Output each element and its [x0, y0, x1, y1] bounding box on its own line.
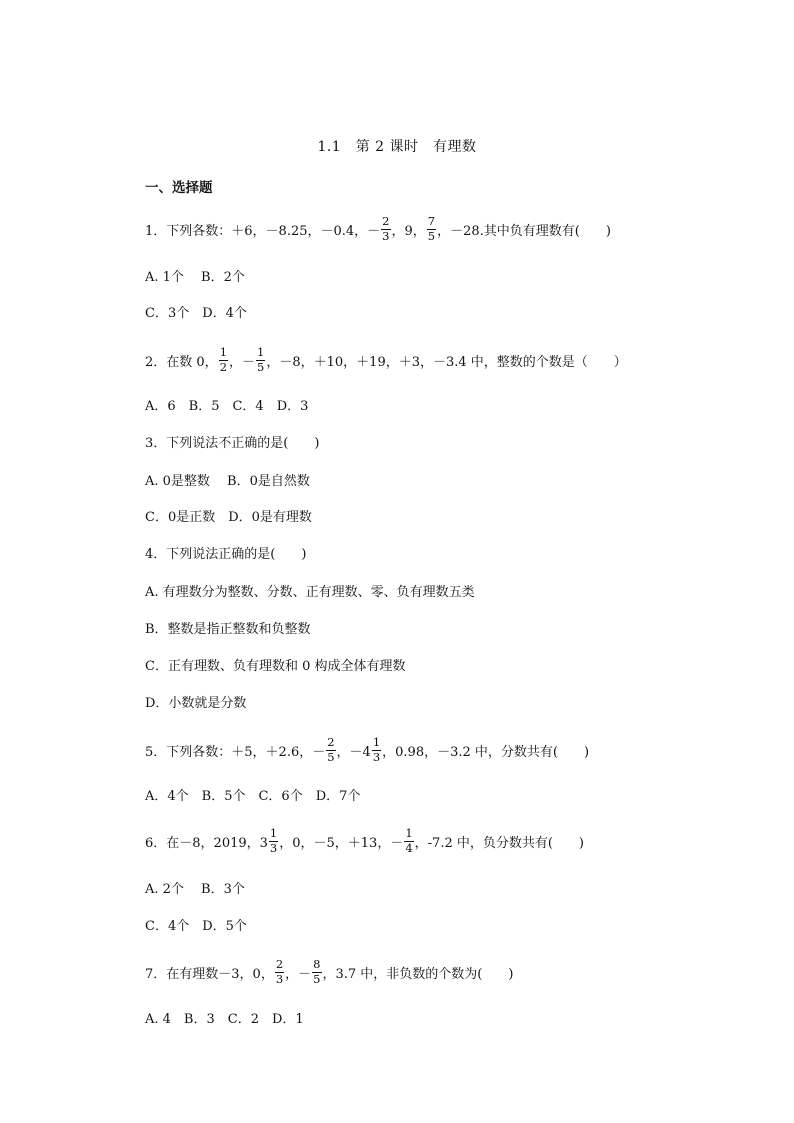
question-4: 4．下列说法正确的是( ) — [145, 546, 307, 562]
mixed-fraction: $\frac{1}{3}$ — [269, 826, 278, 855]
question-1: 1．下列各数：＋6，－8.25，－0.4，－ $\frac{2}{3}$ ，9， $\frac{7}{5}$ ，－28.其中负有理数有( ) — [145, 214, 611, 243]
q6-options-ab: A. 2个 B．3个 — [145, 881, 245, 897]
question-6: 6．在－8，2019，3 $\frac{1}{3}$ ，0，－5，＋13，－ $\frac{1}{4}$ ，-7.2 中，负分数共有( ) — [145, 826, 584, 855]
q1-options-ab: A. 1个 B．2个 — [145, 269, 245, 285]
q7-options: A. 4 B．3 C．2 D．1 — [145, 1011, 304, 1027]
question-5: 5．下列各数：＋5，＋2.6，－ $\frac{2}{5}$ ，－4 $\frac{1}{3}$ ，0.98，－3.2 中，分数共有( ) — [145, 735, 590, 764]
fraction: $\frac{7}{5}$ — [427, 214, 436, 243]
q4-option-d: D．小数就是分数 — [145, 695, 247, 711]
fraction: $\frac{1}{4}$ — [405, 826, 413, 855]
q2-options: A．6 B．5 C．4 D．3 — [145, 398, 309, 414]
q5-options: A．4个 B．5个 C．6个 D．7个 — [145, 788, 361, 804]
question-3: 3．下列说法不正确的是( ) — [145, 435, 320, 451]
question-7: 7．在有理数－3，0， $\frac{2}{3}$ ，－ $\frac{8}{5}$ ，3.7 中，非负数的个数为( ) — [145, 957, 514, 986]
fraction: $\frac{2}{5}$ — [327, 735, 335, 764]
q6-options-cd: C．4个 D．5个 — [145, 918, 247, 934]
fraction: $\frac{2}{3}$ — [382, 214, 390, 243]
section-heading: 一、选择题 — [145, 180, 213, 196]
q4-option-b: B．整数是指正整数和负整数 — [145, 621, 311, 637]
page-title: 1.1 第 2 课时 有理数 — [317, 139, 477, 155]
q4-option-a: A. 有理数分为整数、分数、正有理数、零、负有理数五类 — [145, 584, 475, 600]
q3-options-cd: C．0是正数 D．0是有理数 — [145, 509, 312, 525]
mixed-fraction: $\frac{1}{3}$ — [372, 735, 381, 764]
fraction: $\frac{2}{3}$ — [275, 957, 284, 986]
q4-option-c: C．正有理数、负有理数和 0 构成全体有理数 — [145, 658, 406, 674]
question-2: 2．在数 0， $\frac{1}{2}$ ，－ $\frac{1}{5}$ ，－8，＋10，＋19，＋3，－3.4 中，整数的个数是（ ） — [145, 345, 627, 374]
q1-options-cd: C．3个 D．4个 — [145, 305, 247, 321]
fraction: $\frac{8}{5}$ — [313, 957, 321, 986]
fraction: $\frac{1}{5}$ — [257, 345, 265, 374]
q3-options-ab: A. 0是整数 B．0是自然数 — [145, 473, 310, 489]
fraction: $\frac{1}{2}$ — [219, 345, 228, 374]
